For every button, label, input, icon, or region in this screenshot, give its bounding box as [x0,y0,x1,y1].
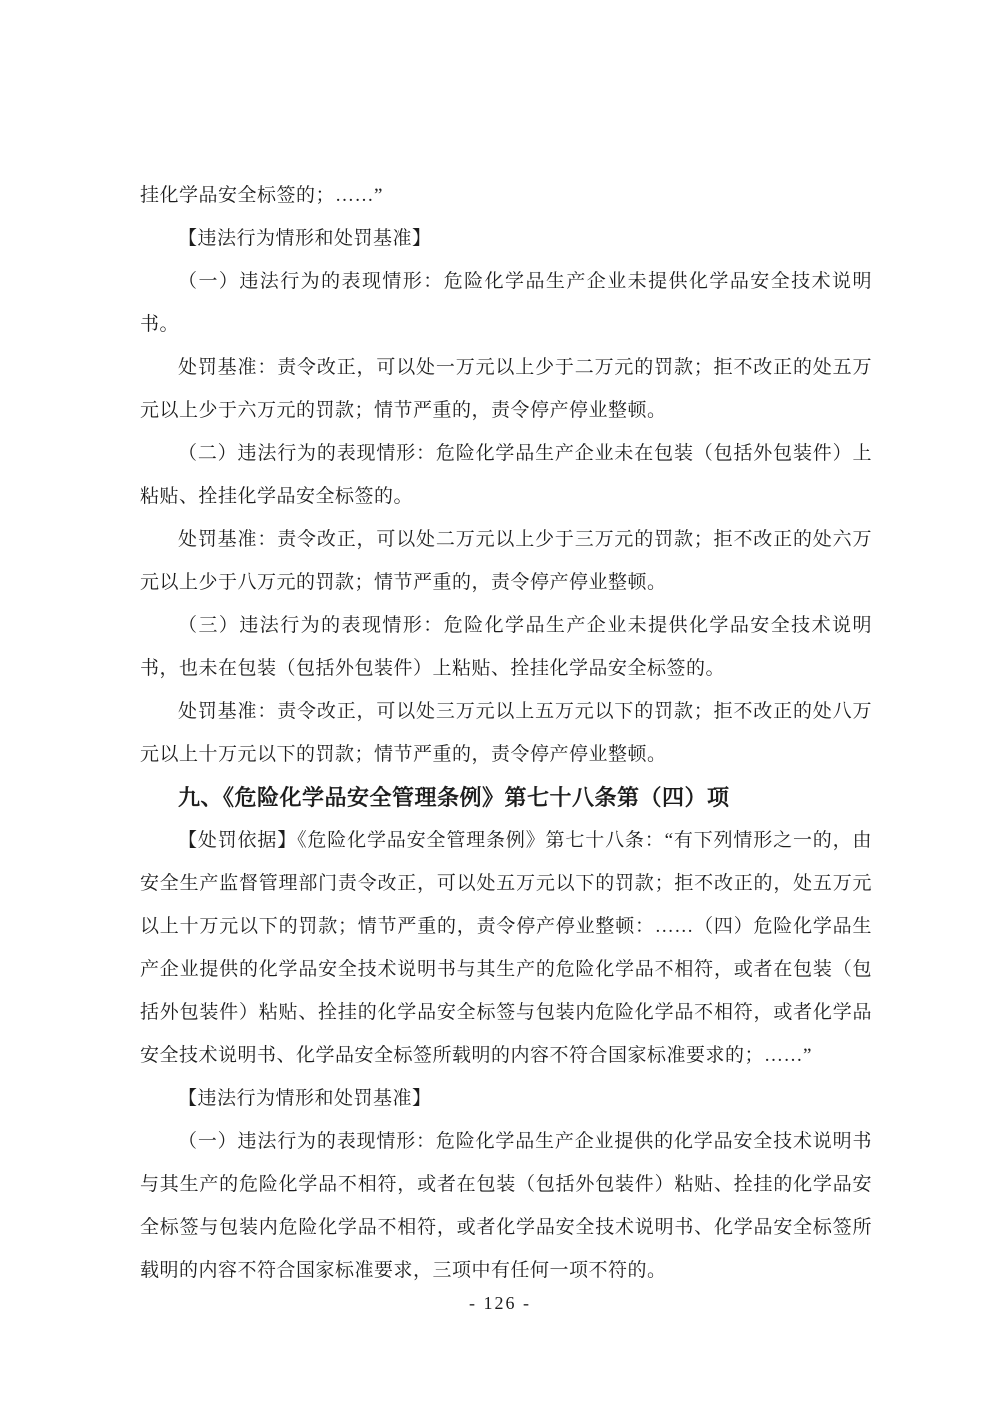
paragraph: 【处罚依据】《危险化学品安全管理条例》第七十八条：“有下列情形之一的，由安全生产监督管理部门责令改正，可以处五万元以下的罚款；拒不改正的，处五万元以上十万元以下的罚款；情节严重的，责令停产停业整顿：……（四）危险化学品生产企业提供的化学品安全技术说明书与其生产的危险化学品不相符，或者在包装（包括外包装件）粘贴、拴挂的化学品安全标签与包装内危险化学品不相符，或者化学品安全技术说明书、化学品安全标签所载明的内容不符合国家标准要求的；……” [140,830,872,1066]
paragraph: 【违法行为情形和处罚基准】 [178,1088,432,1109]
paragraph: （一）违法行为的表现情形：危险化学品生产企业未提供化学品安全技术说明书。 [140,271,872,335]
section-heading: 九、《危险化学品安全管理条例》第七十八条第（四）项 [178,785,730,810]
paragraph: 挂化学品安全标签的；……” [140,185,383,206]
paragraph: （三）违法行为的表现情形：危险化学品生产企业未提供化学品安全技术说明书，也未在包装（包括外包装件）上粘贴、拴挂化学品安全标签的。 [140,615,872,679]
document-body [140,174,872,1292]
paragraph: 【违法行为情形和处罚基准】 [178,228,432,249]
paragraph: 处罚基准：责令改正，可以处三万元以上五万元以下的罚款；拒不改正的处八万元以上十万元以下的罚款；情节严重的，责令停产停业整顿。 [140,701,872,765]
paragraph: 处罚基准：责令改正，可以处一万元以上少于二万元的罚款；拒不改正的处五万元以上少于六万元的罚款；情节严重的，责令停产停业整顿。 [140,357,872,421]
page-number: - 126 - [469,1293,531,1313]
paragraph: （二）违法行为的表现情形：危险化学品生产企业未在包装（包括外包装件）上粘贴、拴挂化学品安全标签的。 [140,443,872,507]
paragraph: 处罚基准：责令改正，可以处二万元以上少于三万元的罚款；拒不改正的处六万元以上少于八万元的罚款；情节严重的，责令停产停业整顿。 [140,529,872,593]
paragraph: （一）违法行为的表现情形：危险化学品生产企业提供的化学品安全技术说明书与其生产的危险化学品不相符，或者在包装（包括外包装件）粘贴、拴挂的化学品安全标签与包装内危险化学品不相符，或者化学品安全技术说明书、化学品安全标签所载明的内容不符合国家标准要求，三项中有任何一项不符的。 [140,1131,872,1281]
